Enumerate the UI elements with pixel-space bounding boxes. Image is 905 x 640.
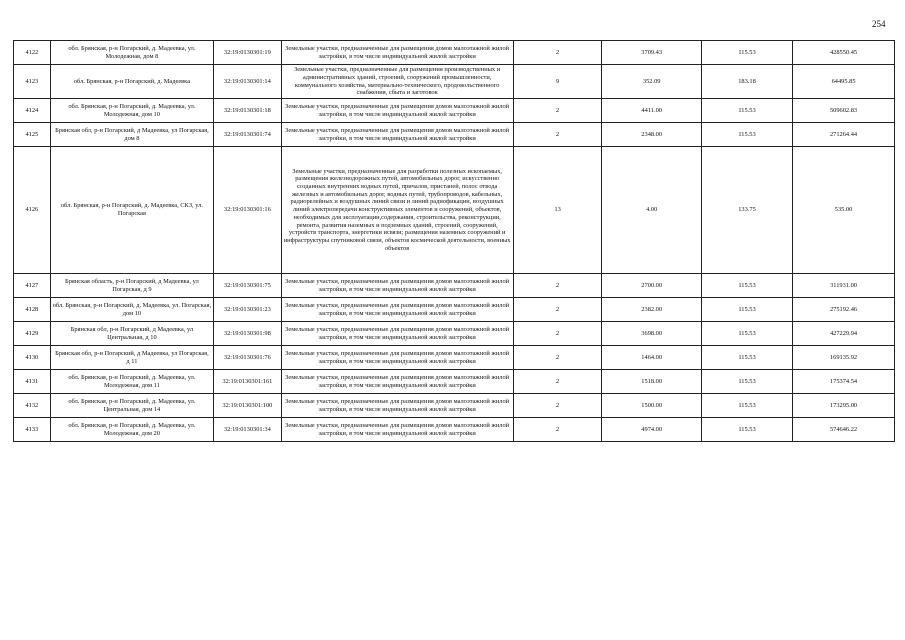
row-number-cell: 4133 [14, 418, 51, 442]
cadastral-number-cell: 32:19:0130301:161 [214, 370, 281, 394]
row-number-cell: 4123 [14, 65, 51, 99]
use-category-cell: 9 [513, 65, 602, 99]
area-cell: 3698.00 [602, 322, 701, 346]
specific-value-cell: 115.53 [701, 322, 792, 346]
area-cell: 352.09 [602, 65, 701, 99]
cadastral-number-cell: 32:19:0130301:34 [214, 418, 281, 442]
table-row [14, 418, 895, 442]
row-number-cell: 4122 [14, 41, 51, 65]
table-row [14, 322, 895, 346]
table-row [14, 394, 895, 418]
address-cell: обл. Брянская, р-н Погарский, д. Мадеевка, ул. Центральная, дом 14 [50, 394, 213, 418]
cadastral-number-cell: 32:19:0130301:76 [214, 346, 281, 370]
permitted-use-cell: Земельные участки, предназначенные для размещения домов малоэтажной жилой застройки, в том числе индивидуальной жилой застройки [281, 123, 513, 147]
specific-value-cell: 133.75 [701, 147, 792, 274]
use-category-cell: 2 [513, 370, 602, 394]
permitted-use-cell: Земельные участки, предназначенные для размещения производственных и административных зданий, строений, сооружений промышленности, коммунального хозяйства, материально-технического, продовольственного снабжения, сбыта и заготовок [281, 65, 513, 99]
table-row [14, 65, 895, 99]
specific-value-cell: 115.53 [701, 123, 792, 147]
cadastral-value-cell: 509602.83 [793, 99, 895, 123]
permitted-use-cell: Земельные участки, предназначенные для разработки полезных ископаемых, размещения железнодорожных путей, автомобильных дорог, искусственно созданных внутренних водных путей, причалов, пристаней, полос отвода железных и автомобильных дорог, водных путей, трубопроводов, кабельных, радиорелейных и воздушных линий связи и линий радиофикации, воздушных линий электропередачи конструктивных элементов и сооружений, объектов, необходимых для эксплуатации,содержания, строительства, реконструкции, ремонта, развития наземных и подземных зданий, строений, сооружений, устройств транспорта, энергетики исвязи; размещения наземных сооружений и инфраструктуры спутниковой связи, объектов космической деятельности, военных объектов [281, 147, 513, 274]
table-row [14, 370, 895, 394]
specific-value-cell: 115.53 [701, 418, 792, 442]
address-cell: Брянская обл, р-н Погарский, д Мадеевка, ул Центральная, д 10 [50, 322, 213, 346]
row-number-cell: 4130 [14, 346, 51, 370]
area-cell: 1518.00 [602, 370, 701, 394]
permitted-use-cell: Земельные участки, предназначенные для размещения домов малоэтажной жилой застройки, в том числе индивидуальной жилой застройки [281, 99, 513, 123]
cadastral-value-cell: 169135.92 [793, 346, 895, 370]
use-category-cell: 2 [513, 394, 602, 418]
row-number-cell: 4128 [14, 298, 51, 322]
cadastral-number-cell: 32:19:0130301:98 [214, 322, 281, 346]
use-category-cell: 2 [513, 322, 602, 346]
cadastral-value-cell: 64495.85 [793, 65, 895, 99]
table-row [14, 274, 895, 298]
permitted-use-cell: Земельные участки, предназначенные для размещения домов малоэтажной жилой застройки, в том числе индивидуальной жилой застройки [281, 322, 513, 346]
page-number: 254 [872, 19, 886, 29]
row-number-cell: 4129 [14, 322, 51, 346]
cadastral-number-cell: 32:19:0130301:16 [214, 147, 281, 274]
table-row [14, 123, 895, 147]
cadastral-number-cell: 32:19:0130301:100 [214, 394, 281, 418]
table-row [14, 99, 895, 123]
row-number-cell: 4126 [14, 147, 51, 274]
address-cell: обл. Брянская, р-н Погарский, д. Мадеевка, СКЗ, ул. Погарская [50, 147, 213, 274]
use-category-cell: 2 [513, 274, 602, 298]
specific-value-cell: 115.53 [701, 346, 792, 370]
use-category-cell: 2 [513, 418, 602, 442]
cadastral-value-cell: 173295.00 [793, 394, 895, 418]
row-number-cell: 4127 [14, 274, 51, 298]
address-cell: Брянская обл, р-н Погарский, д Мадеевка, ул Погарская, д 11 [50, 346, 213, 370]
specific-value-cell: 115.53 [701, 41, 792, 65]
area-cell: 3709.43 [602, 41, 701, 65]
permitted-use-cell: Земельные участки, предназначенные для размещения домов малоэтажной жилой застройки, в том числе индивидуальной жилой застройки [281, 274, 513, 298]
area-cell: 2700.00 [602, 274, 701, 298]
cadastral-value-cell: 275192.46 [793, 298, 895, 322]
specific-value-cell: 115.53 [701, 99, 792, 123]
address-cell: обл. Брянская, р-н Погарский, д. Мадеевка, ул. Молодежная, дом 8 [50, 41, 213, 65]
area-cell: 2382.00 [602, 298, 701, 322]
specific-value-cell: 115.53 [701, 394, 792, 418]
use-category-cell: 2 [513, 41, 602, 65]
table-row [14, 147, 895, 274]
table-row [14, 41, 895, 65]
table-row [14, 298, 895, 322]
cadastral-number-cell: 32:19:0130301:14 [214, 65, 281, 99]
address-cell: Брянская обл, р-н Погарский, д Мадеевка, ул Погарская, дом 8 [50, 123, 213, 147]
cadastral-value-cell: 428550.45 [793, 41, 895, 65]
permitted-use-cell: Земельные участки, предназначенные для размещения домов малоэтажной жилой застройки, в том числе индивидуальной жилой застройки [281, 346, 513, 370]
permitted-use-cell: Земельные участки, предназначенные для размещения домов малоэтажной жилой застройки, в том числе индивидуальной жилой застройки [281, 298, 513, 322]
specific-value-cell: 115.53 [701, 298, 792, 322]
cadastral-number-cell: 32:19:0130301:19 [214, 41, 281, 65]
address-cell: обл. Брянская, р-н Погарский, д. Мадеевка, ул. Погарская, дом 10 [50, 298, 213, 322]
cadastral-value-cell: 427229.94 [793, 322, 895, 346]
cadastral-value-cell: 311931.00 [793, 274, 895, 298]
specific-value-cell: 115.53 [701, 370, 792, 394]
cadastral-value-cell: 535.00 [793, 147, 895, 274]
area-cell: 4.00 [602, 147, 701, 274]
table-row [14, 346, 895, 370]
cadastral-number-cell: 32:19:0130301:23 [214, 298, 281, 322]
area-cell: 4411.00 [602, 99, 701, 123]
cadastral-number-cell: 32:19:0130301:74 [214, 123, 281, 147]
address-cell: обл. Брянская, р-н Погарский, д. Мадеевка, ул. Молодежная, дом 10 [50, 99, 213, 123]
address-cell: обл. Брянская, р-н Погарский, д. Мадеевка, ул. Молодежная, дом 20 [50, 418, 213, 442]
cadastral-number-cell: 32:19:0130301:75 [214, 274, 281, 298]
cadastral-value-cell: 175374.54 [793, 370, 895, 394]
area-cell: 2348.00 [602, 123, 701, 147]
area-cell: 1464.00 [602, 346, 701, 370]
permitted-use-cell: Земельные участки, предназначенные для размещения домов малоэтажной жилой застройки, в том числе индивидуальной жилой застройки [281, 370, 513, 394]
specific-value-cell: 183.18 [701, 65, 792, 99]
row-number-cell: 4125 [14, 123, 51, 147]
table-body [14, 41, 895, 442]
address-cell: обл. Брянская, р-н Погарский, д. Мадеевка, ул. Молодежная, дом 11 [50, 370, 213, 394]
row-number-cell: 4124 [14, 99, 51, 123]
row-number-cell: 4131 [14, 370, 51, 394]
address-cell: Брянская область, р-н Погарский, д Мадеевка, ул Погарская, д 9 [50, 274, 213, 298]
specific-value-cell: 115.53 [701, 274, 792, 298]
use-category-cell: 2 [513, 346, 602, 370]
permitted-use-cell: Земельные участки, предназначенные для размещения домов малоэтажной жилой застройки, в том числе индивидуальной жилой застройки [281, 41, 513, 65]
use-category-cell: 2 [513, 123, 602, 147]
permitted-use-cell: Земельные участки, предназначенные для размещения домов малоэтажной жилой застройки, в том числе индивидуальной жилой застройки [281, 418, 513, 442]
use-category-cell: 2 [513, 99, 602, 123]
use-category-cell: 13 [513, 147, 602, 274]
use-category-cell: 2 [513, 298, 602, 322]
cadastral-number-cell: 32:19:0130301:18 [214, 99, 281, 123]
cadastral-value-cell: 271264.44 [793, 123, 895, 147]
cadastral-value-cell: 574646.22 [793, 418, 895, 442]
address-cell: обл. Брянская, р-н Погарский, д. Мадеевка [50, 65, 213, 99]
permitted-use-cell: Земельные участки, предназначенные для размещения домов малоэтажной жилой застройки, в том числе индивидуальной жилой застройки [281, 394, 513, 418]
land-register-table [13, 40, 895, 442]
area-cell: 1500.00 [602, 394, 701, 418]
row-number-cell: 4132 [14, 394, 51, 418]
area-cell: 4974.00 [602, 418, 701, 442]
